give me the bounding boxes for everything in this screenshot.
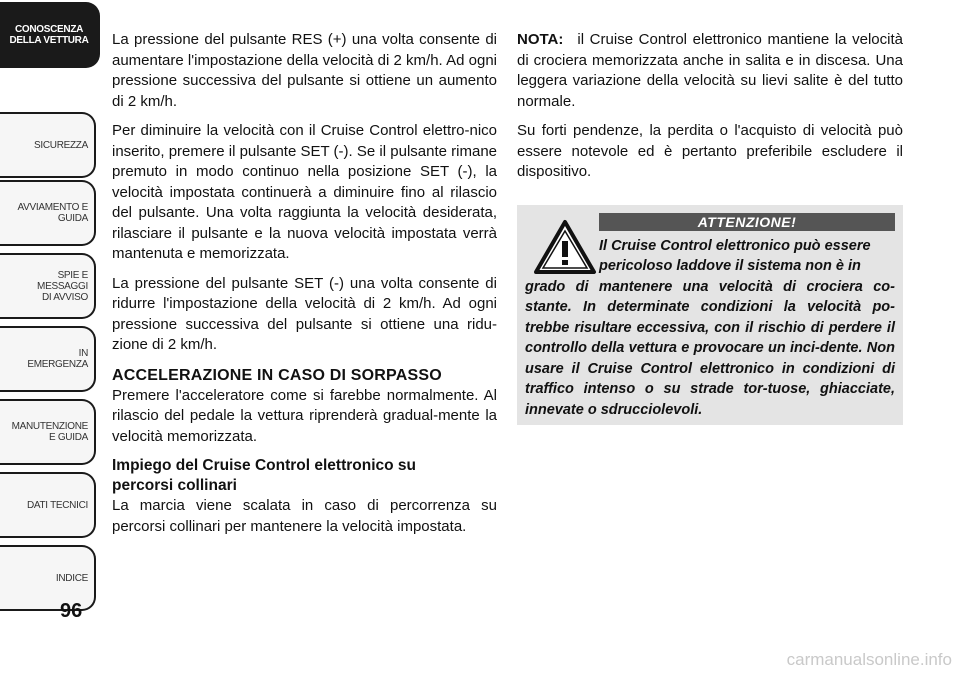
watermark: carmanualsonline.info (786, 650, 952, 669)
paragraph-accelerazione: Premere l'acceleratore come si farebbe normalmente. Al rilascio del pedale la vettura riprenderà gradual-mente la velocità memorizzata. (112, 386, 497, 445)
paragraph-set-once: La pressione del pulsante SET (-) una volta consente di ridurre l'impostazione della velocità di 2 km/h. Ad ogni pressione successiva del pulsante si ottiene una ridu-zione di 2 km/h. (112, 274, 497, 353)
paragraph-set-decrease: Per diminuire la velocità con il Cruise Control elettro-nico inserito, premere il pulsante SET (-). Se il pulsante rimane premuto in modo continuo nella posizione SET (-), la velocità impostata continuerà a diminuire fino al rilascio del pulsante. Una volta raggiunta la velocità desiderata, rilasciare il pulsante e la nuova velocità impostata verrà mantenuta e memorizzata. (112, 122, 497, 262)
note-label: NOTA: (517, 31, 564, 48)
heading-accelerazione: ACCELERAZIONE IN CASO DI SORPASSO (112, 366, 442, 384)
tab-dati-tecnici[interactable]: DATI TECNICI (0, 472, 96, 538)
tab-manutenzione-e-guida[interactable]: MANUTENZIONE E GUIDA (0, 399, 96, 465)
warning-rest: grado di mantenere una velocità di crociera co-stante. In determinate condizioni la velocità po-trebbe risultare eccessiva, con il rischio di perdere il controllo della vettura e provocare un inci-dente. Non usare il Cruise Control elettronico in condizioni di traffico intenso o su strade tor-tuose, ghiacciate, innevate o sdrucciolevoli. (525, 278, 895, 418)
tab-in-emergenza[interactable]: IN EMERGENZA (0, 326, 96, 392)
warning-box (517, 205, 903, 425)
page-number: 96 (60, 600, 83, 622)
left-column (112, 30, 497, 546)
note-text: il Cruise Control elettronico mantiene la velocità di crociera memorizzata anche in salita e in discesa. Una leggera variazione della velocità su lievi salite è del tutto normale. (517, 31, 903, 110)
heading-percorsi-collinari (112, 456, 497, 496)
tab-conoscenza-della-vettura[interactable]: CONOSCENZA DELLA VETTURA (0, 2, 100, 68)
heading-line-1: Impiego del Cruise Control elettronico su (112, 457, 417, 474)
tab-sicurezza[interactable]: SICUREZZA (0, 112, 96, 178)
warning-line-2: pericoloso laddove il sistema non è in (599, 258, 861, 274)
warning-triangle-icon (533, 219, 597, 275)
tab-indice[interactable]: INDICE (0, 545, 96, 611)
warning-title: ATTENZIONE! (599, 213, 895, 231)
section-tabs (0, 0, 100, 630)
paragraph-collinari: La marcia viene scalata in caso di percorrenza su percorsi collinari per mantenere la velocità impostata. (112, 497, 497, 535)
tab-avviamento-e-guida[interactable]: AVVIAMENTO E GUIDA (0, 180, 96, 246)
note-paragraph (517, 30, 903, 112)
paragraph-res: La pressione del pulsante RES (+) una volta consente di aumentare l'impostazione della velocità di 2 km/h. Ad ogni pressione successiva del pulsante si ottiene un aumento di 2 km/h. (112, 31, 497, 110)
tab-spie-e-messaggi[interactable]: SPIE E MESSAGGI DI AVVISO (0, 253, 96, 319)
warning-line-1: Il Cruise Control elettronico può essere (599, 237, 871, 254)
paragraph-pendenze: Su forti pendenze, la perdita o l'acquisto di velocità può essere notevole ed è pertanto preferibile escludere il dispositivo. (517, 122, 903, 180)
heading-line-2: percorsi collinari (112, 477, 237, 494)
right-column (517, 30, 903, 425)
